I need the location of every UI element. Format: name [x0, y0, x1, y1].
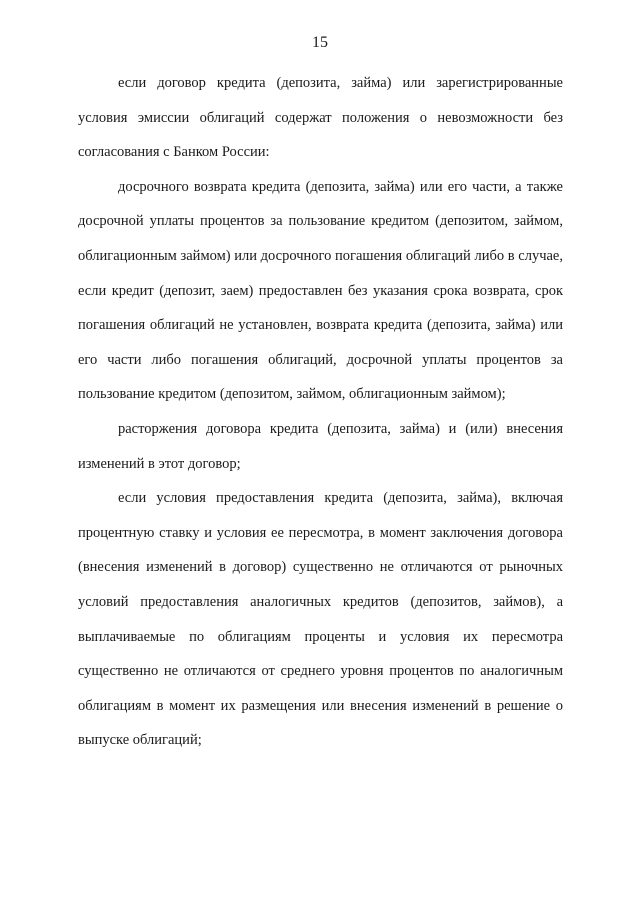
paragraph-2: досрочного возврата кредита (депозита, займа) или его части, а также досрочной уплаты процентов за пользование кредитом (депозитом, займом, облигационным займом) или досрочного погашения облигаций либо в случае, если кредит (депозит, заем) предоставлен без указания срока возврата, срок погашения облигаций не установлен, возврата кредита (депозита, займа) или его части либо погашения облигаций, досрочной уплаты процентов за пользование кредитом (депозитом, займом, облигационным займом); [78, 178, 563, 403]
page-number: 15 [312, 34, 328, 51]
paragraph-3: расторжения договора кредита (депозита, займа) и (или) внесения изменений в этот договор; [78, 420, 563, 472]
paragraph-4: если условия предоставления кредита (депозита, займа), включая процентную ставку и условия ее пересмотра, в момент заключения договора (внесения изменений в договор) существенно не отличаются от рыночных условий предоставления аналогичных кредитов (депозитов, займов), а выплачиваемые по облигациям проценты и условия их пересмотра существенно не отличаются от среднего уровня процентов по аналогичным облигациям в момент их размещения или внесения изменений в решение о выпуске облигаций; [78, 490, 563, 749]
document-body [78, 66, 563, 758]
paragraph-1: если договор кредита (депозита, займа) или зарегистрированные условия эмиссии облигаций содержат положения о невозможности без согласования с Банком России: [78, 75, 563, 161]
